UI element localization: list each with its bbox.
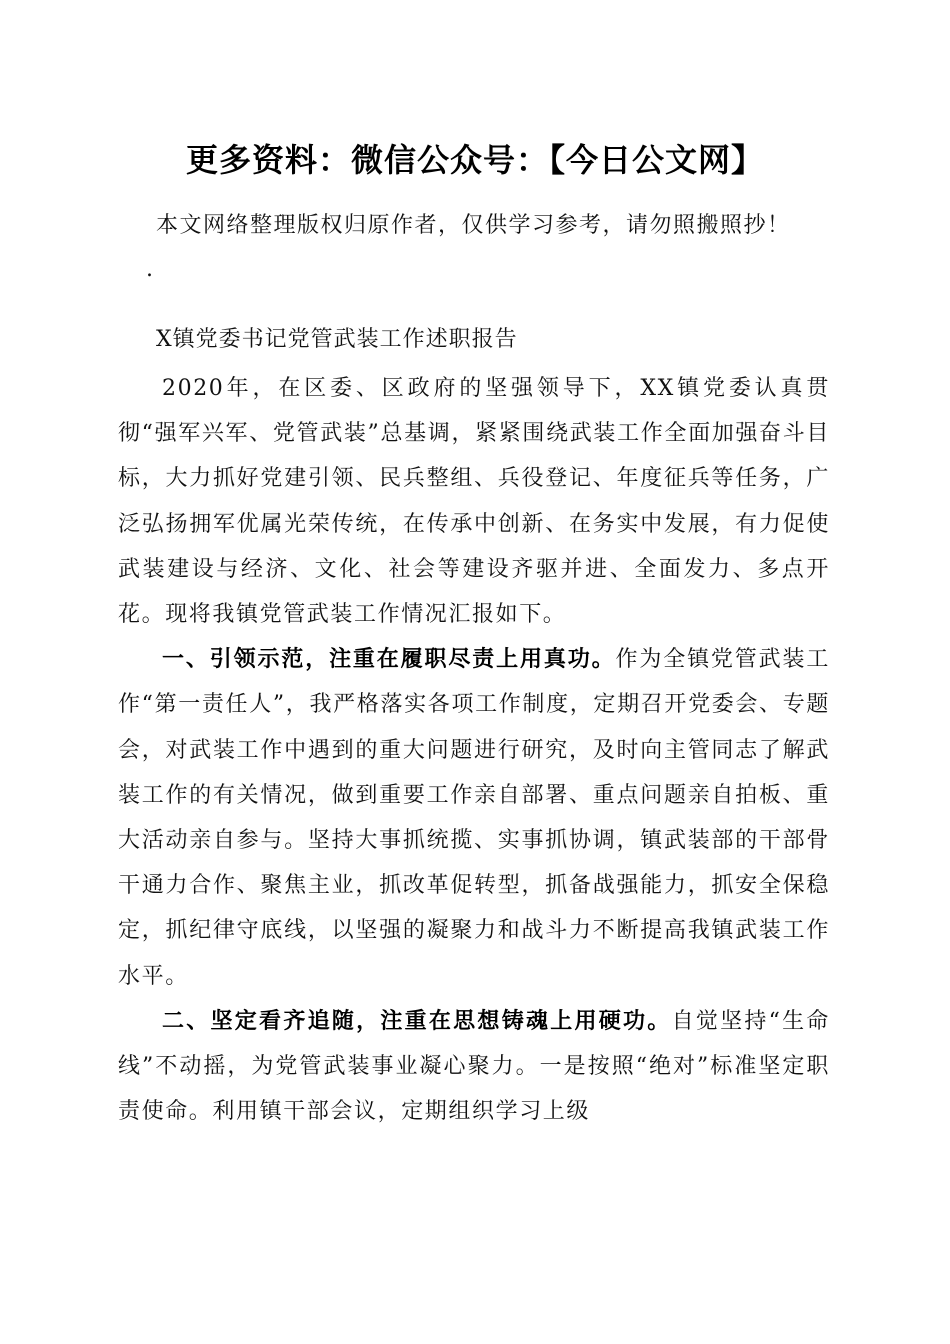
notice-dot: . <box>146 257 153 282</box>
paragraph-heading: 二、坚定看齐追随，注重在思想铸魂上用硬功。 <box>162 1008 672 1034</box>
paragraph-intro <box>118 366 830 637</box>
paragraph-text: 2020年，在区委、区政府的坚强领导下，XX镇党委认真贯彻“强军兴军、党管武装”总基调，紧紧围绕武装工作全面加强奋斗目标，大力抓好党建引领、民兵整组、兵役登记、年度征兵等任务，广泛弘扬拥军优属光荣传统，在传承中创新、在务实中发展，有力促使武装建设与经济、文化、社会等建设齐驱并进、全面发力、多点开花。现将我镇党管武装工作情况汇报如下。 <box>118 376 830 628</box>
copyright-notice: 本文网络整理版权归原作者，仅供学习参考，请勿照搬照抄！ <box>156 213 791 238</box>
paragraph-text: 自觉坚持“生命线”不动摇，为党管武装事业凝心聚力。一是按照“绝对”标准坚定职责使命。利用镇干部会议，定期组织学习上级 <box>118 1008 830 1125</box>
paragraph-heading: 一、引领示范，注重在履职尽责上用真功。 <box>162 647 616 673</box>
paragraph-text: 作为全镇党管武装工作“第一责任人”，我严格落实各项工作制度，定期召开党委会、专题会，对武装工作中遇到的重大问题进行研究，及时向主管同志了解武装工作的有关情况，做到重要工作亲自部署、重点问题亲自拍板、重大活动亲自参与。坚持大事抓统揽、实事抓协调，镇武装部的干部骨干通力合作、聚焦主业，抓改革促转型，抓备战强能力，抓安全保稳定，抓纪律守底线，以坚强的凝聚力和战斗力不断提高我镇武装工作水平。 <box>118 647 830 989</box>
document-title: X镇党委书记党管武装工作述职报告 <box>156 327 518 352</box>
promo-header-title: 更多资料：微信公众号：【今日公文网】 <box>185 141 764 179</box>
document-body <box>118 366 830 1134</box>
paragraph-section-1 <box>118 637 830 999</box>
paragraph-section-2 <box>118 999 830 1135</box>
